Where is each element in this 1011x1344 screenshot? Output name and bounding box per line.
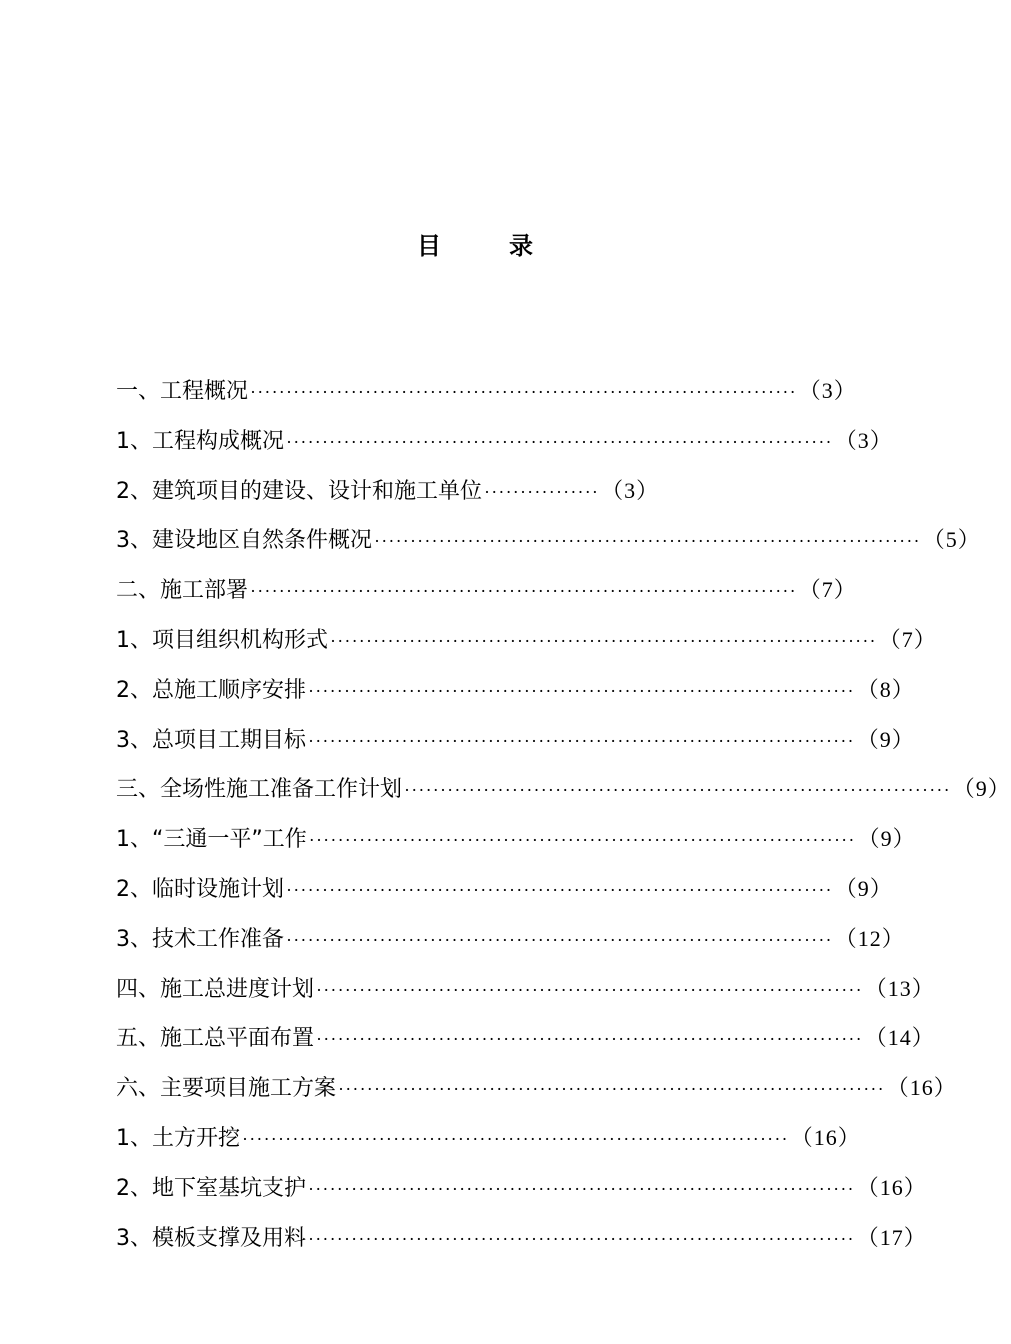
toc-entry-label: 1、土方开挖: [116, 1125, 240, 1151]
toc-entry[interactable]: [116, 1021, 935, 1071]
toc-entry-page: （16）: [886, 1075, 957, 1101]
toc-entry-label: 3、总项目工期目标: [116, 727, 306, 753]
toc-entry[interactable]: [116, 523, 981, 573]
toc-entry-page: （8）: [856, 676, 915, 702]
toc-entry[interactable]: [116, 972, 935, 1022]
toc-entry[interactable]: [116, 723, 915, 773]
toc-dot-leader: ············································································: [338, 1079, 885, 1100]
toc-entry-label: 1、项目组织机构形式: [116, 627, 328, 653]
toc-entry-page: （9）: [834, 875, 893, 901]
toc-dot-leader: ············································································: [308, 730, 855, 751]
toc-entry-label: 2、总施工顺序安排: [116, 677, 306, 703]
toc-entry-page: （7）: [798, 577, 857, 603]
toc-entry-label: 2、临时设施计划: [116, 876, 284, 902]
toc-entry-label: 四、施工总进度计划: [116, 976, 315, 1002]
toc-dot-leader: ············································································: [308, 680, 855, 701]
toc-dot-leader: ············································································: [308, 1178, 855, 1199]
toc-entry-page: （3）: [834, 427, 893, 453]
toc-entry-label: 2、地下室基坑支护: [116, 1175, 306, 1201]
table-of-contents: [116, 374, 1011, 1270]
toc-entry[interactable]: [116, 374, 857, 424]
toc-entry-page: （17）: [856, 1224, 927, 1250]
toc-entry[interactable]: [116, 922, 905, 972]
toc-entry-label: 3、模板支撑及用料: [116, 1225, 306, 1251]
toc-dot-leader: ············································································: [330, 630, 877, 651]
toc-dot-leader: ············································································: [250, 581, 797, 602]
toc-entry-label: 二、施工部署: [116, 578, 249, 604]
toc-dot-leader: ············································································: [374, 531, 921, 552]
toc-entry-page: （7）: [878, 626, 937, 652]
toc-entry[interactable]: [116, 1221, 927, 1271]
toc-entry[interactable]: [116, 623, 937, 673]
toc-entry-page: （14）: [864, 1025, 935, 1051]
toc-dot-leader: ············································································: [308, 830, 856, 851]
toc-entry[interactable]: [116, 822, 916, 872]
toc-entry-page: （9）: [952, 776, 1011, 802]
toc-entry-label: 3、技术工作准备: [116, 926, 284, 952]
toc-entry-page: （5）: [922, 527, 981, 553]
toc-entry[interactable]: [116, 573, 857, 623]
toc-dot-leader: ············································································: [308, 1228, 855, 1249]
toc-entry-page: （9）: [857, 826, 916, 852]
toc-entry[interactable]: [116, 1071, 957, 1121]
toc-entry-label: 一、工程概况: [116, 379, 249, 404]
toc-entry-page: （13）: [864, 975, 935, 1001]
toc-dot-leader: ············································································: [316, 1029, 863, 1050]
toc-entry-page: （3）: [798, 378, 857, 403]
page-title: 目录: [417, 232, 601, 260]
toc-dot-leader: ············································································: [242, 1128, 789, 1149]
toc-entry-label: 三、全场性施工准备工作计划: [116, 777, 403, 803]
toc-dot-leader: ············································································: [316, 979, 863, 1000]
toc-entry-label: 2、建筑项目的建设、设计和施工单位: [116, 478, 482, 504]
toc-entry-page: （12）: [834, 925, 905, 951]
toc-entry-page: （9）: [856, 726, 915, 752]
toc-entry[interactable]: [116, 474, 762, 524]
toc-dot-leader: ················: [484, 481, 600, 502]
toc-entry[interactable]: [116, 673, 915, 723]
toc-entry-label: 六、主要项目施工方案: [116, 1076, 337, 1102]
toc-entry-label: 3、建设地区自然条件概况: [116, 528, 372, 554]
toc-entry-page: （16）: [790, 1124, 861, 1150]
toc-entry-label: 1、工程构成概况: [116, 428, 284, 454]
toc-entry[interactable]: [116, 772, 1011, 822]
toc-dot-leader: ············································································: [404, 780, 951, 801]
toc-entry[interactable]: [116, 872, 893, 922]
toc-entry[interactable]: [116, 1121, 861, 1171]
toc-entry[interactable]: [116, 424, 893, 474]
toc-dot-leader: ············································································: [250, 382, 797, 402]
toc-dot-leader: ············································································: [286, 879, 833, 900]
toc-entry-label: 1、“三通一平”工作: [116, 827, 307, 853]
toc-dot-leader: ············································································: [286, 431, 833, 452]
toc-entry-page: （3）: [601, 477, 660, 503]
toc-entry-label: 五、施工总平面布置: [116, 1026, 315, 1052]
toc-dot-leader: ············································································: [286, 929, 833, 950]
toc-entry-page: （16）: [856, 1174, 927, 1200]
toc-entry[interactable]: [116, 1171, 927, 1221]
